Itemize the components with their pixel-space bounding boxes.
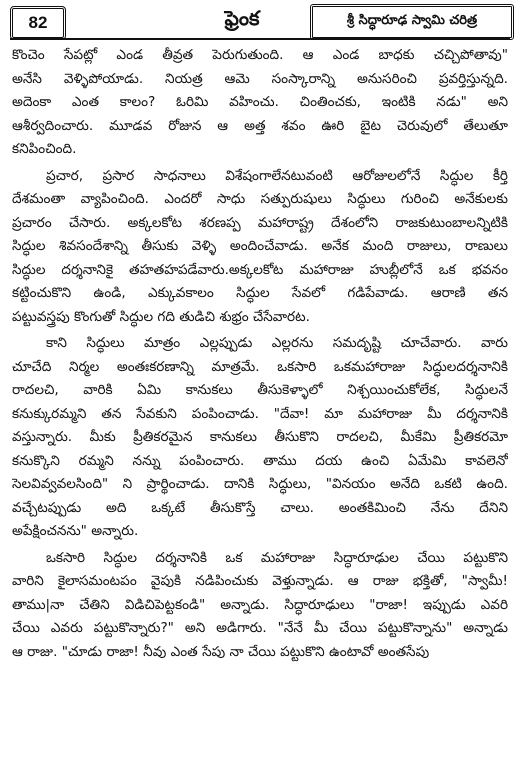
running-title: శ్రీ సిద్ధారూఢ స్వామి చరిత్ర xyxy=(310,4,514,40)
text-line: వస్తున్నారు. మీకు ప్రీతికరమైన కానుకలు తీసుకొని రాదలచి, మీకేమి ప్రీతికరమో xyxy=(12,429,508,445)
text-line: సిద్ధుల దర్శనానికై తహతహపడేవారు.అక్కలకోట మహారాజు హుబ్లీలోనే ఒక భవనం xyxy=(12,261,508,278)
text-line: అదెంకా ఎంత కాలం? ఓరిమి వహించు. చింతించకు, ఇంటికి నడు" అని xyxy=(12,94,508,110)
publisher-logo: ఫ్రెంక xyxy=(224,5,260,30)
text-line: చేయి ఎవరు పట్టుకొన్నారు?" అని అడిగారు. "నేనే మీ చేయి పట్టుకొన్నాను" అన్నాడు xyxy=(12,620,508,636)
text-line: కొంచెం సేపట్లో ఎండ తీవ్రత పెరుగుతుంది. ఆ ఎండ బాధకు చచ్చిపోతావు" xyxy=(12,47,508,63)
text-line: తాము|నా చేతిని విడిచిపెట్టకండి" అన్నాడు. సిద్ధారూఢులు "రాజా! ఇప్పుడు ఎవరి xyxy=(12,596,508,613)
text-line: ఆశీర్వదించారు. మూడవ రోజున ఆ అత్త శవం ఊరి బైట చెరువులో తేలుతూ xyxy=(12,117,508,134)
text-line: కాని సిద్ధులు మాత్రం ఎల్లప్పుడు ఎల్లరను సమదృష్టి చూచేవారు. వారు xyxy=(46,335,508,351)
text-line: రాదలచి, వారికి ఏమి కానుకలు తీసుకెళ్ళాలో నిశ్చయించుకోలేక, సిద్ధులనే xyxy=(12,382,508,398)
paragraph xyxy=(12,547,508,665)
text-line: చూచేది నిర్మల అంతఃకరణాన్ని మాత్రమే. ఒకసారి ఒకమహారాజు సిద్ధులదర్శనానికి xyxy=(12,358,508,375)
text-line: సెలవివ్వవలసింది" ని ప్రార్థించాడు. దానికి సిద్ధులు, "వినయం అనేది ఒకటి ఉంది. xyxy=(12,476,508,492)
page-header xyxy=(10,4,510,40)
paragraph xyxy=(12,165,508,330)
text-line: వారిని కైలాసమంటపం వైపుకి నడిపించుకు వెళ్తున్నాడు. ఆ రాజు భక్తితో, "స్వామీ! xyxy=(12,573,508,589)
text-line: ఒకసారి సిద్ధుల దర్శనానికి ఒక మహారాజు సిద్ధారూఢుల చేయి పట్టుకొని xyxy=(46,549,508,566)
text-line: కనిపించింది. xyxy=(12,141,77,157)
text-line: వచ్చేటప్పుడు అది ఒక్కటే తీసుకొస్తే చాలు. అంతకిమించి నేను దేనిని xyxy=(12,499,508,516)
text-line: అపేక్షించనను" అన్నారు. xyxy=(12,523,139,539)
text-line: ప్రచారం చేసారు. అక్కలకోట శరణప్ప మహారాష్ట్ర దేశంలోని రాజకుటుంబాలన్నిటికి xyxy=(12,214,508,231)
text-line: దేశమంతా వ్యాపించింది. ఎందరో సాధు సత్పురుషులు సిద్ధులు గురించి అనేకులకు xyxy=(12,191,508,207)
text-line: అనేసి వెళ్ళిపోయాడు. నియత్ర ఆమె సంస్కారాన్ని అనుసరించి ప్రవర్తిస్తున్నది. xyxy=(12,70,508,87)
paragraph xyxy=(12,332,508,544)
paragraph xyxy=(12,44,508,162)
text-line: కనుక్కొని రమ్మని నన్ను పంపించారు. తాము దయ ఉంచి ఏమేమి కావలెనో xyxy=(12,452,508,469)
text-line: ఆ రాజు. "చూడు రాజా! నీవు ఎంత సేపు నా చేయి పట్టుకొని ఉంటావో అంతసేపు xyxy=(12,643,430,660)
page-number: 82 xyxy=(10,6,66,40)
text-line: కట్టించుకొని ఉండి, ఎక్కువకాలం సిద్ధుల సేవలో గడిపేవాడు. ఆరాణి తన xyxy=(12,285,508,301)
text-line: కనుక్కురమ్మని తన సేవకుని పంపించాడు. "దేవా! మా మహారాజు మీ దర్శనానికి xyxy=(12,405,508,422)
header-divider xyxy=(10,38,510,40)
text-line: సిద్ధుల శివసందేశాన్ని తీసుకు వెళ్ళి అందించేవాడు. అనేక మంది రాజులు, రాణులు xyxy=(12,238,508,254)
body-text xyxy=(12,44,508,664)
text-line: పట్టువస్త్రపు కొంగుతో సిద్ధుల గది తుడిచి శుభ్రం చేసేవారట. xyxy=(12,308,310,325)
text-line: ప్రచార, ప్రసార సాధనాలు విశేషంగాలేనటువంటి ఆరోజులలోనే సిద్ధుల కీర్తి xyxy=(46,167,508,184)
